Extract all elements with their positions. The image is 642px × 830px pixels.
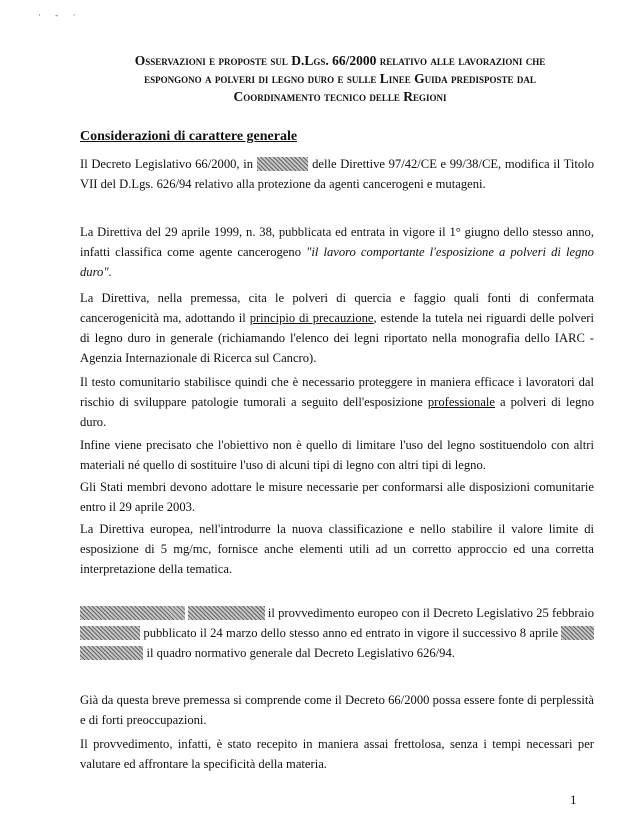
redacted-text <box>80 626 140 640</box>
p4-underlined: professionale <box>427 395 496 409</box>
p1-text-b: delle Direttive 97/42/CE e 99/38/CE, modifica il Titolo VII del D.Lgs. 626/94 relativo alla protezione da agenti cancerogeni e mutageni. <box>80 157 594 191</box>
paragraph-7: La Direttiva europea, nell'introdurre la nuova classificazione e nello stabilire il valore limite di esposizione di 5 mg/mc, fornisce anche elementi utili ad un corretto approccio ed una corretta interpretazione della tematica. <box>80 522 594 576</box>
p8-text-b: pubblicato il 24 marzo dello stesso anno ed entrato in vigore il successivo 8 aprile <box>143 626 559 640</box>
title-line-1: Osservazioni e proposte sul D.Lgs. 66/2000 relativo alle lavorazioni che <box>134 53 546 68</box>
scan-marks: · - · <box>38 10 82 20</box>
paragraph-3 <box>80 288 594 368</box>
p8-text-c: il quadro normativo generale dal Decreto Legislativo 626/94. <box>146 646 455 660</box>
p3-underlined: principio di precauzione <box>249 311 374 325</box>
p2-text-a: La Direttiva del 29 aprile 1999, n. 38, pubblicata ed entrata in vigore il 1° giugno dello stesso anno, infatti classifica come agente cancerogeno <box>80 225 594 259</box>
paragraph-8 <box>80 603 594 663</box>
redacted-text <box>257 157 309 171</box>
paragraph-4 <box>80 372 594 432</box>
p8-text-a: il provvedimento europeo con il Decreto Legislativo 25 febbraio <box>267 606 594 620</box>
paragraph-5: Infine viene precisato che l'obiettivo non è quello di limitare l'uso del legno sostituendolo con altri materiali né quello di sostituire l'uso di alcuni tipi di legno con altri tipi di legno. <box>80 438 594 472</box>
redacted-text <box>80 646 143 660</box>
redacted-text <box>188 606 264 620</box>
paragraph-10: Il provvedimento, infatti, è stato recepito in maniera assai frettolosa, senza i tempi necessari per valutare ed affrontare la specificità della materia. <box>80 737 594 771</box>
p1-text-a: Il Decreto Legislativo 66/2000, in <box>80 157 254 171</box>
p4-text-a: Il testo comunitario stabilisce quindi che è necessario proteggere in maniera efficace i lavoratori dal rischio di sviluppare patologie tumorali a seguito dell'esposizione <box>80 375 594 409</box>
redacted-text <box>80 606 185 620</box>
p3-text-a: La Direttiva, nella premessa, cita le polveri di quercia e faggio quali fonti di confermata cancerogenicità ma, adottando il <box>80 291 594 325</box>
document-title <box>70 52 610 106</box>
p4-text-b: a polveri di legno duro. <box>80 395 595 429</box>
p3-text-b: , estende la tutela nei riguardi delle polveri di legno duro in generale (richiamando l'elenco dei legni riportato nella monografia dello IARC - Agenzia Internazionale di Ricerca sul Cancro). <box>80 311 594 365</box>
paragraph-1 <box>80 154 594 194</box>
page-number: 1 <box>570 792 577 807</box>
title-line-2: espongono a polveri di legno duro e sulle Linee Guida predisposte dal <box>144 71 536 86</box>
paragraph-2 <box>80 222 594 282</box>
paragraph-9: Già da questa breve premessa si comprende come il Decreto 66/2000 possa essere fonte di perplessità e di forti preoccupazioni. <box>80 693 594 727</box>
redacted-text <box>561 626 594 640</box>
title-line-3: Coordinamento tecnico delle Regioni <box>233 89 447 104</box>
paragraph-6: Gli Stati membri devono adottare le misure necessarie per conformarsi alle disposizioni comunitarie entro il 29 aprile 2003. <box>80 480 594 514</box>
section-heading: Considerazioni di carattere generale <box>80 129 298 144</box>
p2-quote: "il lavoro comportante l'esposizione a polveri di legno duro". <box>80 245 594 279</box>
